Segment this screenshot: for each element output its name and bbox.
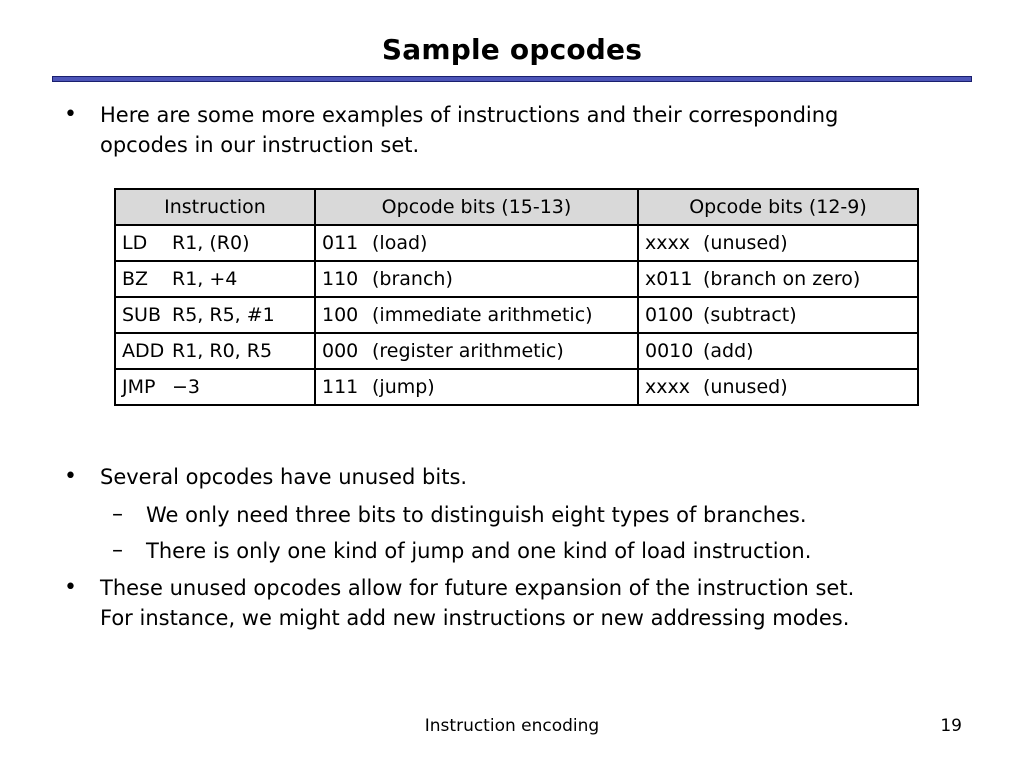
bits-15-13-value: 110 — [322, 268, 359, 290]
bits-15-13-cell — [315, 369, 638, 405]
bits-15-13-desc: (immediate arithmetic) — [372, 304, 593, 326]
instruction-cell — [115, 225, 315, 261]
page-number: 19 — [940, 716, 962, 736]
bits-12-9-value: xxxx — [645, 376, 690, 398]
header-bits-12-9: Opcode bits (12-9) — [638, 189, 918, 225]
instruction-op: JMP — [122, 376, 156, 398]
bits-15-13-cell — [315, 261, 638, 297]
expansion-line-2: For instance, we might add new instructions or new addressing modes. — [100, 606, 850, 630]
bits-12-9-value: 0100 — [645, 304, 694, 326]
table-row — [115, 261, 918, 297]
expansion-paragraph — [100, 573, 854, 633]
slide-title: Sample opcodes — [381, 33, 643, 66]
bits-15-13-cell — [315, 225, 638, 261]
bullet-marker: • — [64, 102, 77, 127]
bullet-marker: • — [64, 464, 77, 489]
dash-marker: – — [112, 502, 123, 527]
bits-15-13-cell — [315, 297, 638, 333]
bits-12-9-desc: (unused) — [703, 376, 788, 398]
sub-bullet-branches: We only need three bits to distinguish eight types of branches. — [146, 503, 807, 527]
unused-bits-text: Several opcodes have unused bits. — [100, 465, 468, 489]
bits-15-13-value: 100 — [322, 304, 359, 326]
title-divider — [52, 76, 972, 82]
bits-15-13-desc: (register arithmetic) — [372, 340, 564, 362]
sub-bullet-jump-load: There is only one kind of jump and one kind of load instruction. — [146, 539, 812, 563]
bits-12-9-value: xxxx — [645, 232, 690, 254]
instruction-args: R1, (R0) — [172, 232, 250, 254]
bits-12-9-cell — [638, 261, 918, 297]
bits-15-13-value: 011 — [322, 232, 359, 254]
instruction-op: SUB — [122, 304, 162, 326]
bits-15-13-value: 111 — [322, 376, 359, 398]
header-bits-15-13: Opcode bits (15-13) — [315, 189, 638, 225]
footer-label: Instruction encoding — [424, 716, 600, 736]
table-row — [115, 369, 918, 405]
opcode-table — [114, 188, 919, 406]
bits-15-13-cell — [315, 333, 638, 369]
instruction-args: R1, R0, R5 — [172, 340, 273, 362]
bits-12-9-cell — [638, 333, 918, 369]
bits-15-13-value: 000 — [322, 340, 359, 362]
bits-12-9-desc: (add) — [703, 340, 754, 362]
bits-15-13-desc: (branch) — [372, 268, 453, 290]
bits-12-9-cell — [638, 369, 918, 405]
expansion-line-1: These unused opcodes allow for future expansion of the instruction set. — [100, 576, 855, 600]
intro-paragraph — [100, 100, 838, 160]
instruction-cell — [115, 261, 315, 297]
bits-15-13-desc: (load) — [372, 232, 428, 254]
instruction-op: BZ — [122, 268, 149, 290]
instruction-cell — [115, 297, 315, 333]
instruction-op: ADD — [122, 340, 165, 362]
bits-12-9-desc: (unused) — [703, 232, 788, 254]
bits-12-9-cell — [638, 297, 918, 333]
header-instruction: Instruction — [115, 189, 315, 225]
bits-12-9-value: 0010 — [645, 340, 694, 362]
table-row — [115, 297, 918, 333]
bits-15-13-desc: (jump) — [372, 376, 435, 398]
bits-12-9-value: x011 — [645, 268, 693, 290]
intro-line-2: opcodes in our instruction set. — [100, 133, 420, 157]
bullet-marker: • — [64, 575, 77, 600]
instruction-op: LD — [122, 232, 148, 254]
instruction-args: −3 — [172, 376, 201, 398]
bits-12-9-desc: (subtract) — [703, 304, 797, 326]
table-row — [115, 225, 918, 261]
dash-marker: – — [112, 538, 123, 563]
instruction-args: R1, +4 — [172, 268, 238, 290]
instruction-cell — [115, 369, 315, 405]
bits-12-9-desc: (branch on zero) — [703, 268, 861, 290]
instruction-args: R5, R5, #1 — [172, 304, 275, 326]
table-header-row — [115, 189, 918, 225]
table-row — [115, 333, 918, 369]
instruction-cell — [115, 333, 315, 369]
bits-12-9-cell — [638, 225, 918, 261]
intro-line-1: Here are some more examples of instructions and their corresponding — [100, 103, 839, 127]
